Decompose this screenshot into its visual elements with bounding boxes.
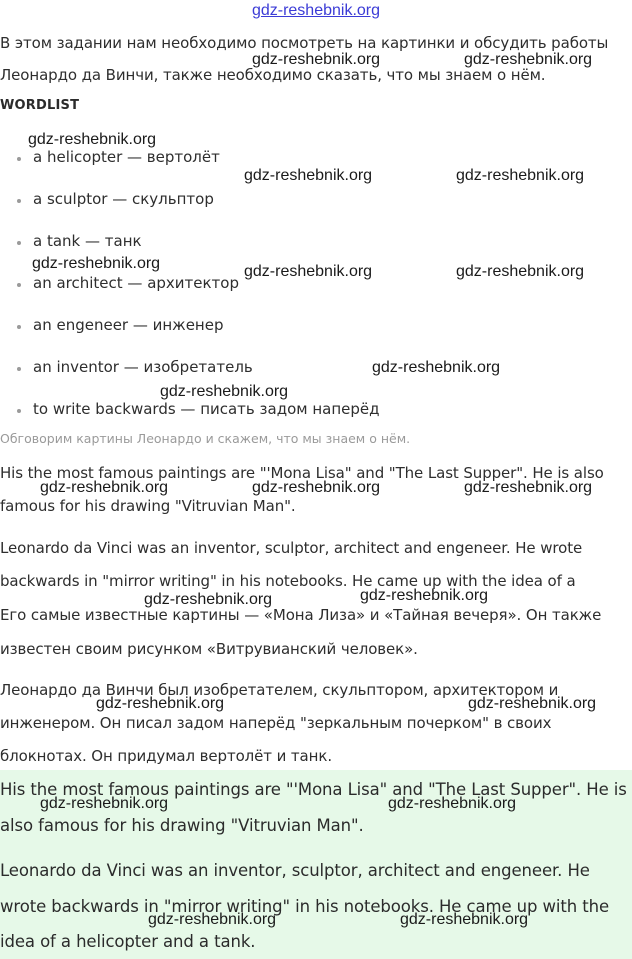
watermark: gdz-reshebnik.org [244,167,373,184]
watermark: gdz-reshebnik.org [160,383,289,400]
watermark: gdz-reshebnik.org [360,587,489,604]
english-p2-line-2: backwards in "mirror writing" in his notebooks. He came up with the idea of a [0,572,576,590]
answer-line-2: also famous for his drawing "Vitruvian Man". [0,816,364,835]
intro-line-1: В этом задании нам необходимо посмотреть на картинки и обсудить работы [0,34,609,52]
answer-line-4: wrote backwards in "mirror writing" in his notebooks. He came up with the [0,897,610,916]
caption-text: Обговорим картины Леонардо и скажем, что мы знаем о нём. [0,431,411,446]
watermark: gdz-reshebnik.org [148,911,277,928]
answer-line-5: idea of a helicopter and a tank. [0,932,256,951]
answer-line-3: Leonardo da Vinci was an inventor, sculptor, architect and engeneer. He [0,861,590,880]
watermark: gdz-reshebnik.org [96,695,225,712]
watermark: gdz-reshebnik.org [464,479,593,496]
bullet-icon [17,367,21,371]
list-item: an architect — архитектор [33,274,239,292]
watermark: gdz-reshebnik.org [40,479,169,496]
watermark: gdz-reshebnik.org [244,263,373,280]
russian-p2-line-3: блокнотах. Он придумал вертолёт и танк. [0,747,332,765]
bullet-icon [17,325,21,329]
watermark: gdz-reshebnik.org [372,359,501,376]
russian-p2-line-1: Леонардо да Винчи был изобретателем, скульптором, архитектором и [0,681,559,699]
watermark: gdz-reshebnik.org [32,255,161,272]
russian-p1-line-1: Его самые известные картины — «Мона Лиза» и «Тайная вечеря». Он также [0,606,602,624]
list-item: a sculptor — скульптор [33,190,214,208]
watermark: gdz-reshebnik.org [40,795,169,812]
watermark: gdz-reshebnik.org [400,911,529,928]
bullet-icon [17,157,21,161]
watermark: gdz-reshebnik.org [28,131,157,148]
list-item: a helicopter — вертолёт [33,148,220,166]
bullet-icon [17,283,21,287]
list-item: a tank — танк [33,232,142,250]
list-item: to write backwards — писать задом наперёд [33,400,380,418]
list-item: an inventor — изобретатель [33,358,253,376]
intro-line-2: Леонардо да Винчи, также необходимо сказать, что мы знаем о нём. [0,66,546,84]
watermark: gdz-reshebnik.org [144,591,273,608]
watermark: gdz-reshebnik.org [252,479,381,496]
english-p2-line-1: Leonardo da Vinci was an inventor, sculptor, architect and engeneer. He wrote [0,539,583,557]
russian-p2-line-2: инженером. Он писал задом наперёд "зеркальным почерком" в своих [0,714,552,732]
bullet-icon [17,199,21,203]
watermark: gdz-reshebnik.org [252,51,381,68]
site-title-link[interactable]: gdz-reshebnik.org [251,2,381,19]
english-p1-line-2: famous for his drawing "Vitruvian Man". [0,497,296,515]
answer-line-1: His the most famous paintings are "'Mona Lisa" and "The Last Supper". He is [0,780,627,799]
bullet-icon [17,409,21,413]
watermark: gdz-reshebnik.org [464,51,593,68]
wordlist-heading: WORDLIST [0,98,80,113]
watermark: gdz-reshebnik.org [456,263,585,280]
list-item: an engeneer — инженер [33,316,224,334]
watermark: gdz-reshebnik.org [468,695,597,712]
bullet-icon [17,241,21,245]
watermark: gdz-reshebnik.org [456,167,585,184]
russian-p1-line-2: известен своим рисунком «Витрувианский человек». [0,640,418,658]
english-p1-line-1: His the most famous paintings are "'Mona Lisa" and "The Last Supper". He is also [0,464,604,482]
watermark: gdz-reshebnik.org [388,795,517,812]
